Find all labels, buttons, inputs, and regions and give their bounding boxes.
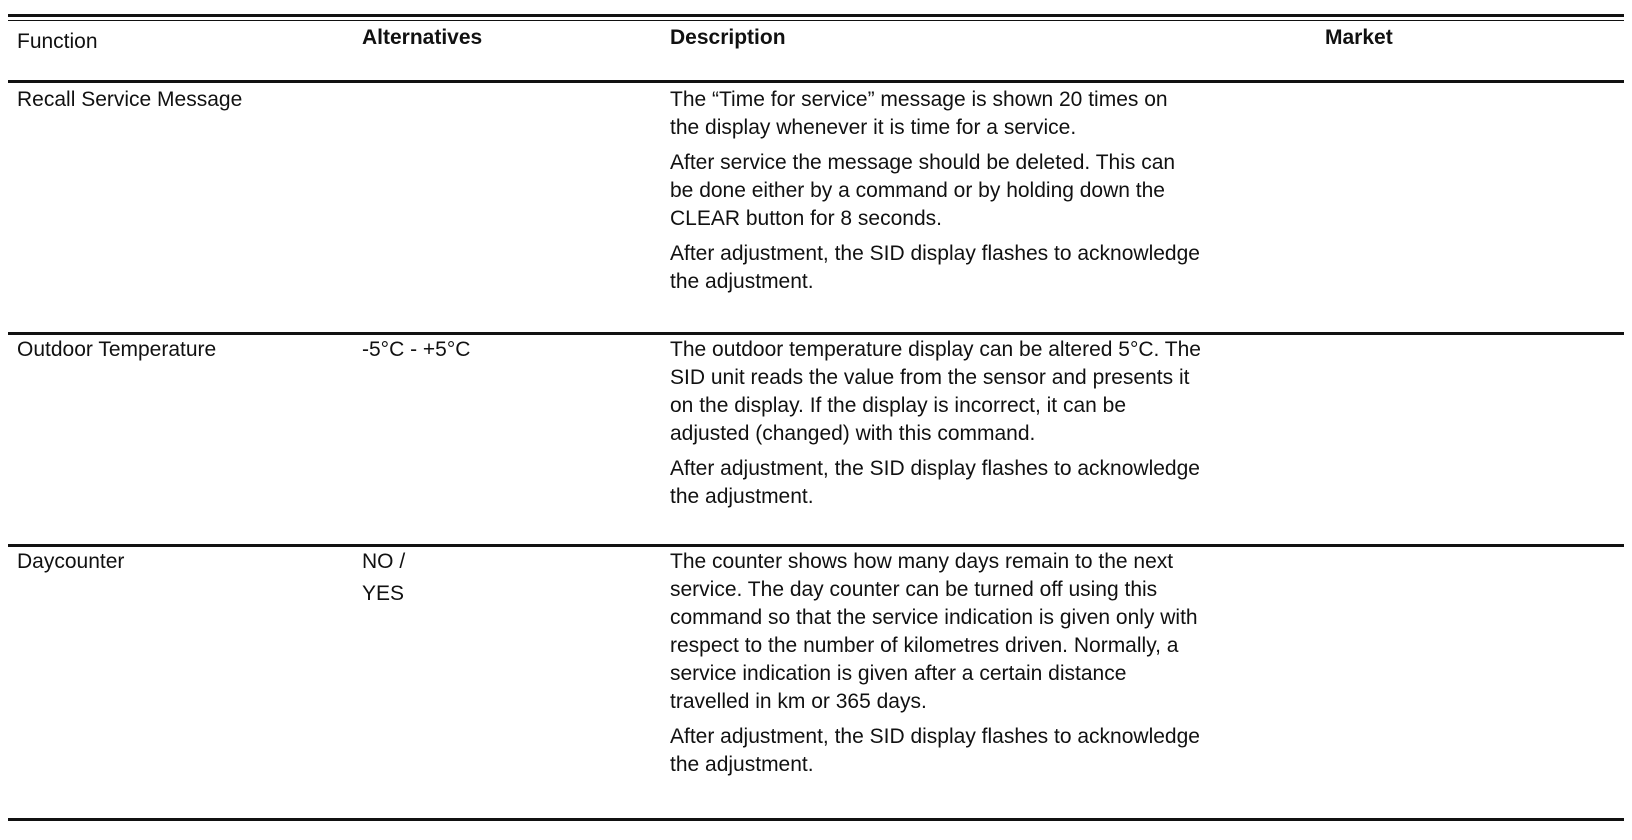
description-paragraph: After adjustment, the SID display flashes to acknowledge the adjustment. <box>670 242 1200 293</box>
header-description: Description <box>670 26 786 49</box>
row-divider-rule <box>8 544 1624 547</box>
header-divider-rule <box>8 80 1624 83</box>
description-cell <box>670 86 1320 303</box>
header-market: Market <box>1325 26 1393 49</box>
alternatives-cell <box>362 548 642 608</box>
description-paragraph: After adjustment, the SID display flashes to acknowledge the adjustment. <box>670 725 1200 776</box>
description-paragraph: After adjustment, the SID display flashes to acknowledge the adjustment. <box>670 457 1200 508</box>
table-row <box>0 86 1632 330</box>
table-header-row <box>0 24 1632 64</box>
description-paragraph: The outdoor temperature display can be altered 5°C. The SID unit reads the value from the sensor and presents it on the display. If the display is incorrect, it can be adjusted (changed) with this command. <box>670 338 1201 445</box>
description-cell <box>670 336 1320 518</box>
function-cell: Recall Service Message <box>17 88 243 111</box>
table-bottom-rule <box>8 818 1624 821</box>
alternative-value: YES <box>362 582 405 605</box>
description-cell <box>670 548 1320 786</box>
description-paragraph: The counter shows how many days remain to the next service. The day counter can be turned off using this command so that the service indication is given only with respect to the number of kilometres driven. Normally, a service indication is given after a certain distance travelled in km or 365 days. <box>670 550 1198 713</box>
alternatives-cell <box>362 336 642 364</box>
header-alternatives: Alternatives <box>362 26 483 49</box>
table-row <box>0 336 1632 542</box>
function-cell: Outdoor Temperature <box>17 338 217 361</box>
description-paragraph: After service the message should be deleted. This can be done either by a command or by holding down the CLEAR button for 8 seconds. <box>670 151 1176 230</box>
function-cell: Daycounter <box>17 550 125 573</box>
table-top-rule <box>8 14 1624 17</box>
header-function: Function <box>17 30 98 53</box>
alternative-value: -5°C - +5°C <box>362 338 471 361</box>
table-row <box>0 548 1632 816</box>
description-paragraph: The “Time for service” message is shown 20 times on the display whenever it is time for a service. <box>670 88 1168 139</box>
row-divider-rule <box>8 332 1624 335</box>
alternative-value: NO / <box>362 550 406 573</box>
table-top-thin-rule <box>8 20 1624 21</box>
